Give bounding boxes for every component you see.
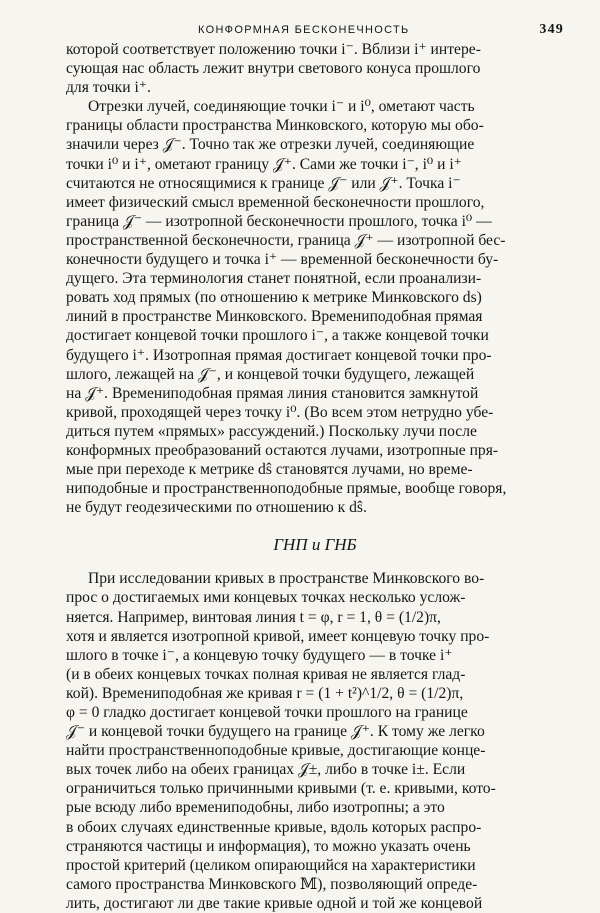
text-line: граница 𝒥⁻ — изотропной бесконечности прошлого, точка i⁰ — (66, 212, 492, 230)
text-line: будущего i⁺. Изотропная прямая достигает концевой точки про- (66, 346, 492, 364)
page-number: 349 (539, 22, 564, 37)
text-line: рые всюду либо времениподобны, либо изотропны; а это (66, 799, 445, 817)
text-line: При исследовании кривых в пространстве Минковского во- (88, 570, 485, 588)
text-line: 𝒥⁻ и концевой точки будущего на границе 𝒥⁺. К тому же легко (66, 723, 485, 741)
text-line: страняются частицы и информация), то можно указать очень (66, 837, 471, 855)
text-line: пространственной бесконечности, граница 𝒥⁺ — изотропной бес- (66, 231, 506, 249)
text-line: достигает концевой точки прошлого i⁻, а также концевой точки (66, 327, 489, 345)
text-line: ниподобные и пространственноподобные прямые, вообще говоря, (66, 480, 507, 498)
text-line: самого пространства Минковского 𝕄), позволяющий опреде- (66, 875, 478, 893)
text-line: конечности будущего и точка i⁺ — временной бесконечности бу- (66, 251, 499, 269)
text-line: кривой, проходящей через точку i⁰. (Во всем этом нетрудно убе- (66, 403, 494, 421)
text-line: не будут геодезическими по отношению к dŝ. (66, 499, 367, 517)
text-line: няется. Например, винтовая линия t = φ, r = 1, θ = (1/2)π, (66, 608, 441, 626)
text-line: мые при переходе к метрике dŝ становятся лучами, но време- (66, 461, 473, 479)
text-line: линий в пространстве Минковского. Времениподобная прямая (66, 308, 483, 326)
text-line: (и в обеих концевых точках полная кривая не является глад- (66, 665, 466, 683)
text-line: которой соответствует положению точки i⁻. Вблизи i⁺ интере- (66, 41, 481, 58)
text-line: сующая нас область лежит внутри светового конуса прошлого (66, 60, 481, 78)
text-line: кой). Времениподобная же кривая r = (1 + t²)^1/2, θ = (1/2)π, (66, 684, 464, 702)
text-line: хотя и является изотропной кривой, имеет концевую точку про- (66, 627, 490, 645)
text-line: на 𝒥⁺. Времениподобная прямая линия становится замкнутой (66, 384, 479, 402)
text-line: дущего. Эта терминология станет понятной, если проанализи- (66, 270, 482, 288)
running-head (66, 18, 564, 40)
text-line: прос о достигаемых ими концевых точках несколько услож- (66, 589, 466, 607)
text-line: простой критерий (целиком опирающийся на характеристики (66, 856, 476, 874)
text-line: имеет физический смысл временной бесконечности прошлого, (66, 193, 485, 211)
text-line: шлого, лежащей на 𝒥⁻, и концевой точки будущего, лежащей (66, 365, 475, 383)
section-2-text (66, 569, 564, 913)
text-line: Отрезки лучей, соединяющие точки i⁻ и i⁰, ометают часть (88, 98, 475, 116)
text-line: найти пространственноподобные кривые, достигающие конце- (66, 742, 486, 760)
text-line: φ = 0 гладко достигает концевой точки прошлого на границе (66, 704, 468, 721)
text-line: лить, достигают ли две такие кривые одной и той же концевой (66, 894, 483, 912)
text-line: конформных преобразований остаются лучами, изотропные пря- (66, 441, 499, 459)
text-line: вых точек либо на обеих границах 𝒥±, либо в точке i±. Если (66, 761, 466, 779)
text-line: диться путем «прямых» рассуждений.) Поскольку лучи после (66, 422, 477, 440)
section-1-text (66, 40, 564, 517)
running-title: КОНФОРМНАЯ БЕСКОНЕЧНОСТЬ (198, 24, 410, 36)
text-line: значили через 𝒥⁻. Точно так же отрезки лучей, соединяющие (66, 136, 475, 154)
text-line: считаются не относящимися к границе 𝒥⁻ или 𝒥⁺. Точка i⁻ (66, 174, 461, 192)
text-line: ограничиться только причинными кривыми (т. е. кривыми, кото- (66, 780, 496, 798)
text-line: точки i⁰ и i⁺, ометают границу 𝒥⁺. Сами же точки i⁻, i⁰ и i⁺ (66, 155, 462, 173)
text-line: ровать ход прямых (по отношению к метрике Минковского ds) (66, 289, 482, 307)
section-heading: ГНП и ГНБ (273, 535, 357, 555)
text-line: шлого в точке i⁻, а концевую точку будущего — в точке i⁺ (66, 646, 453, 664)
text-line: в обоих случаях единственные кривые, вдоль которых распро- (66, 818, 482, 836)
text-line: для точки i⁺. (66, 79, 151, 97)
text-line: границы области пространства Минковского, которую мы обо- (66, 117, 484, 135)
